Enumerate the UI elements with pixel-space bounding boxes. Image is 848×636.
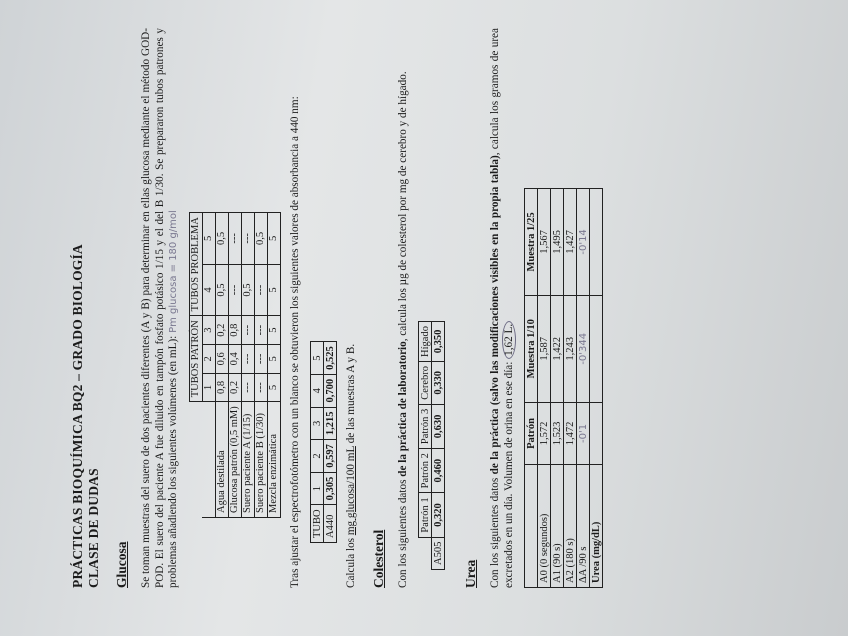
tube-number: 1	[311, 472, 324, 505]
urea-value	[590, 295, 603, 402]
colesterol-value: 0,460	[432, 449, 445, 493]
volume-cell: 5	[267, 373, 280, 402]
volume-cell: 0,5	[215, 213, 228, 265]
calc-unit: mg glucosa/100 mL	[345, 446, 357, 536]
urea-row	[564, 189, 577, 588]
volume-row	[254, 213, 267, 518]
volume-cell: ---	[241, 213, 254, 265]
volume-cell: ---	[254, 344, 267, 373]
volume-cell: 5	[267, 344, 280, 373]
volume-cell: 0,2	[228, 373, 241, 402]
urine-volume: 1,62 L.	[502, 321, 516, 359]
volume-cell: 0,6	[215, 344, 228, 373]
urea-intro-suffix: , calcula los gramos de urea excretados en un día. Volumen de orina en ese día:	[489, 28, 515, 588]
colesterol-header-row	[419, 322, 432, 570]
urea-value: -0'344	[577, 295, 590, 402]
a440-label: A440	[324, 505, 337, 543]
urea-value: 1,472	[564, 402, 577, 465]
urea-value: 1,587	[538, 295, 551, 402]
reagent-label: Agua destilada	[215, 402, 228, 518]
volume-cell: 0,8	[228, 316, 241, 345]
reagent-label: Suero paciente A (1/15)	[241, 402, 254, 518]
tube-number: 5	[202, 213, 215, 265]
absorbance-value: 1,215	[324, 407, 337, 440]
urea-heading: Urea	[463, 559, 478, 588]
glucosa-intro	[140, 28, 181, 588]
urea-value: 1,422	[551, 295, 564, 402]
colesterol-value: 0,320	[432, 493, 445, 537]
urea-table	[524, 188, 603, 588]
colesterol-intro-prefix: Con los siguientes datos	[396, 476, 409, 588]
absorbance-value: 0,525	[324, 342, 337, 375]
reagent-label: Glucosa patrón (0,5 mM)	[228, 402, 241, 518]
urea-intro-bold: de la práctica (salvo las modificaciones visibles en la propia tabla)	[489, 155, 501, 475]
urea-row	[590, 189, 603, 588]
tube-number: 5	[311, 342, 324, 375]
volume-cell: 5	[267, 316, 280, 345]
group-patron-header: TUBOS PATRÓN	[189, 316, 202, 402]
handwritten-note: Pm glucosa = 180 g/mol	[168, 210, 179, 333]
absorbance-value-row	[324, 342, 337, 543]
colesterol-value: 0,630	[432, 404, 445, 448]
glucosa-heading: Glucosa	[114, 541, 129, 588]
colesterol-value: 0,330	[432, 361, 445, 404]
urea-value: 1,495	[551, 189, 564, 296]
tube-number: 4	[202, 264, 215, 316]
colesterol-intro-bold: de la práctica de laboratorio	[396, 341, 409, 477]
colesterol-value: 0,350	[432, 322, 445, 362]
volume-cell: ---	[254, 316, 267, 345]
volume-row	[228, 213, 241, 518]
tube-number: 3	[202, 316, 215, 345]
calc-prefix: Calcula los	[345, 535, 357, 588]
colesterol-table	[418, 321, 445, 570]
urea-row	[551, 189, 564, 588]
colesterol-value-row	[432, 322, 445, 570]
absorbance-value: 0,700	[324, 374, 337, 407]
document-title	[70, 28, 102, 588]
absorbance-value: 0,597	[324, 440, 337, 473]
urea-row	[577, 189, 590, 588]
colesterol-intro	[397, 28, 411, 588]
urea-value: 1,567	[538, 189, 551, 296]
colesterol-column-header: Patrón 1	[419, 493, 432, 537]
urea-row-label: A0 (0 segundos)	[538, 465, 551, 588]
absorbance-value: 0,305	[324, 472, 337, 505]
colesterol-column-header: Cerebro	[419, 361, 432, 404]
urea-intro	[489, 28, 516, 588]
glucosa-calc-instruction	[345, 28, 359, 588]
urea-row-label: ΔA /90 s	[577, 465, 590, 588]
reagent-label: Suero paciente B (1/30)	[254, 402, 267, 518]
urea-value	[590, 189, 603, 296]
absorbance-intro: Tras ajustar el espectrofotómetro con un blanco se obtuvieron los siguientes valores de absorbancia a 440 nm:	[288, 96, 301, 588]
colesterol-heading: Colesterol	[370, 529, 386, 588]
absorbance-tube-row	[311, 342, 324, 543]
volume-cell: ---	[241, 373, 254, 402]
urea-row-label: A1 (90 s)	[551, 465, 564, 588]
tube-number: 3	[311, 407, 324, 440]
urea-row-label: A2 (180 s)	[564, 465, 577, 588]
tube-number: 1	[202, 373, 215, 402]
colesterol-column-header: Hígado	[419, 322, 432, 362]
urea-column-header: Patrón	[525, 402, 538, 465]
tube-number: 2	[311, 440, 324, 473]
urea-row-label: Urea (mg/dL)	[590, 465, 603, 588]
urea-row	[538, 189, 551, 588]
colesterol-column-header: Patrón 2	[419, 449, 432, 493]
tube-number: 2	[202, 344, 215, 373]
colesterol-intro-suffix: , calcula los µg de colesterol por mg de cerebro y de hígado.	[396, 71, 409, 342]
calc-suffix: de las muestras A y B.	[345, 343, 357, 447]
urea-header-row	[525, 189, 538, 588]
volume-cell: ---	[254, 264, 267, 316]
volume-cell: 0,5	[241, 264, 254, 316]
urea-value: -0'1	[577, 402, 590, 465]
volume-cell: ---	[228, 264, 241, 316]
volume-cell: ---	[228, 213, 241, 265]
volume-cell: ---	[254, 373, 267, 402]
volume-cell: 5	[267, 213, 280, 265]
volume-cell: 0,2	[215, 316, 228, 345]
urea-column-header	[525, 465, 538, 588]
tube-label: TUBO	[311, 505, 324, 543]
title-line-1: PRÁCTICAS BIOQUÍMICA BQ2 – GRADO BIOLOGÍA	[70, 244, 85, 588]
colesterol-column-header: Patrón 3	[419, 404, 432, 448]
tube-number-row	[202, 213, 215, 518]
urea-column-header: Muestra 1/10	[525, 295, 538, 402]
volume-cell: ---	[241, 316, 254, 345]
volume-cell: 0,5	[215, 264, 228, 316]
group-problema-header: TUBOS PROBLEMA	[189, 213, 202, 316]
volume-row	[215, 213, 228, 518]
urea-value: 1,572	[538, 402, 551, 465]
volume-cell: 0,8	[215, 373, 228, 402]
urea-value: 1,523	[551, 402, 564, 465]
volume-cell: 0,5	[254, 213, 267, 265]
volume-row	[241, 213, 254, 518]
volume-cell: 5	[267, 264, 280, 316]
reagent-label: Mezcla enzimática	[267, 402, 280, 518]
urea-value: 1,243	[564, 295, 577, 402]
tube-number: 4	[311, 374, 324, 407]
glucosa-intro-text: Se toman muestras del suero de dos pacientes diferentes (A y B) para determinar en ellas glucosa mediante el método GOD-POD. El suero del paciente A fue diluido en tampón fosfato potásico 1/15 y el del B 1/30. Se prepararon tubos patrones y problemas añadiendo los siguientes volúmenes (en mL):	[140, 28, 179, 588]
volume-row	[267, 213, 280, 518]
a505-label: A505	[432, 537, 445, 569]
urea-intro-prefix: Con los siguientes datos	[489, 474, 501, 588]
title-line-2: CLASE DE DUDAS	[86, 468, 101, 588]
urea-value	[590, 402, 603, 465]
urea-value: -0'14	[577, 189, 590, 296]
absorbance-table	[310, 341, 337, 543]
urea-column-header: Muestra 1/25	[525, 189, 538, 296]
urea-value: 1,427	[564, 189, 577, 296]
volume-cell: ---	[241, 344, 254, 373]
volume-cell: 0,4	[228, 344, 241, 373]
glucosa-volume-table	[189, 212, 281, 518]
